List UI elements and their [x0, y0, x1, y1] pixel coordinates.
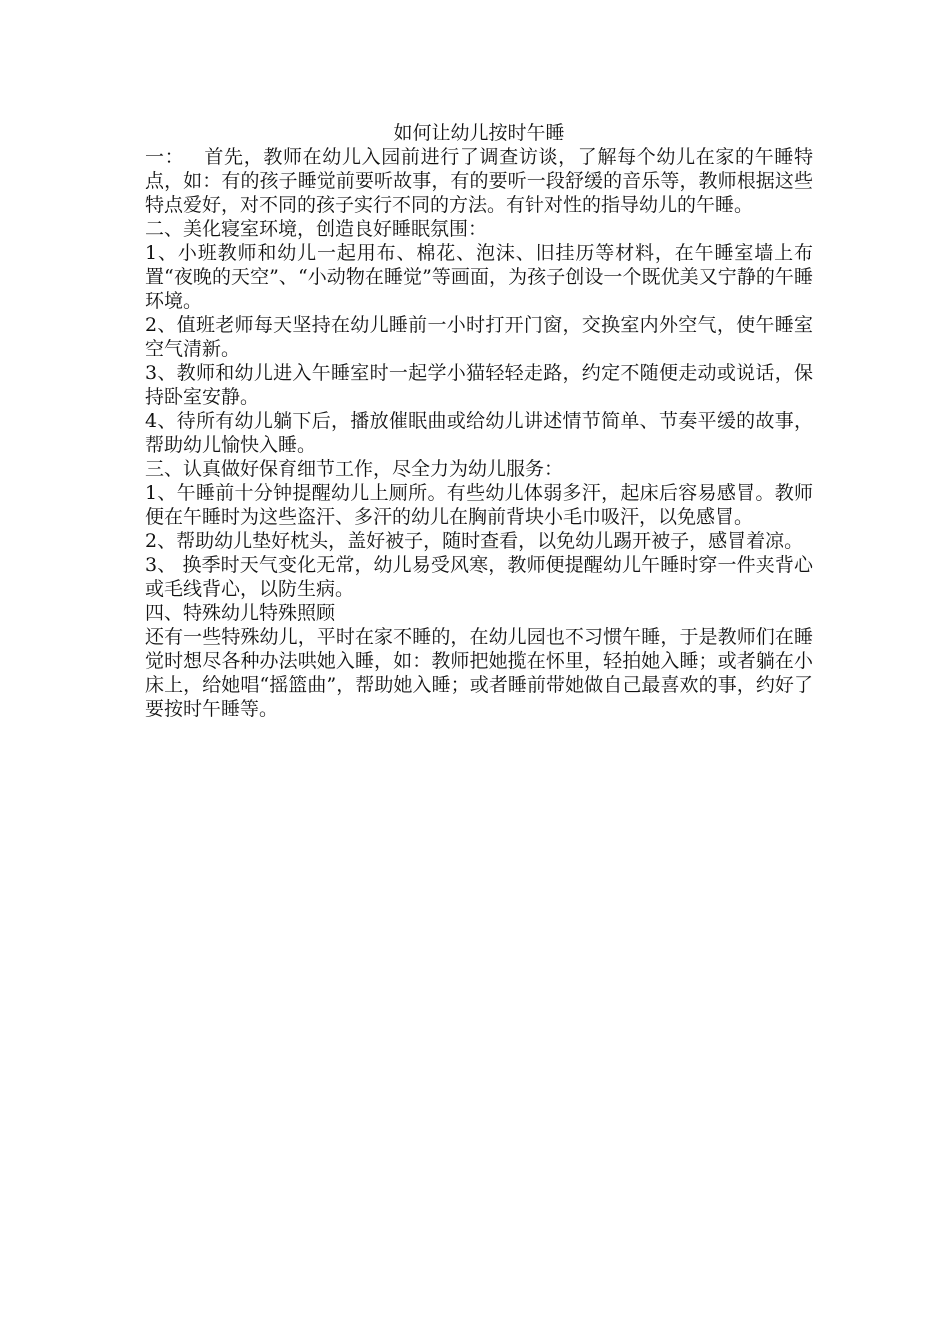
paragraph-item: 1、小班教师和幼儿一起用布、棉花、泡沫、旧挂历等材料，在午睡室墙上布置“夜晚的天空”、“小动物在睡觉”等画面，为孩子创设一个既优美又宁静的午睡环境。: [145, 242, 813, 312]
heading-section-four: 四、特殊幼儿特殊照顾: [145, 602, 336, 624]
document-title: 如何让幼儿按时午睡: [393, 122, 565, 144]
paragraph-item: 还有一些特殊幼儿，平时在家不睡的，在幼儿园也不习惯午睡，于是教师们在睡觉时想尽各种办法哄她入睡，如：教师把她揽在怀里，轻拍她入睡；或者躺在小床上，给她唱“摇篮曲”，帮助她入睡；或者睡前带她做自己最喜欢的事，约好了要按时午睡等。: [145, 626, 813, 720]
paragraph-item: 4、待所有幼儿躺下后，播放催眠曲或给幼儿讲述情节简单、节奏平缓的故事，帮助幼儿愉快入睡。: [145, 410, 813, 456]
heading-section-three: 三、认真做好保育细节工作，尽全力为幼儿服务：: [145, 458, 564, 480]
heading-section-two: 二、美化寝室环境，创造良好睡眠氛围：: [145, 218, 488, 240]
paragraph-item: 2、值班老师每天坚持在幼儿睡前一小时打开门窗，交换室内外空气，使午睡室空气清新。: [145, 314, 813, 360]
paragraph-item: 2、帮助幼儿垫好枕头，盖好被子，随时查看，以免幼儿踢开被子，感冒着凉。: [145, 530, 804, 552]
paragraph-section-one: 一： 首先，教师在幼儿入园前进行了调查访谈，了解每个幼儿在家的午睡特点，如：有的孩子睡觉前要听故事，有的要听一段舒缓的音乐等，教师根据这些特点爱好，对不同的孩子实行不同的方法。有针对性的指导幼儿的午睡。: [145, 146, 813, 216]
paragraph-item: 3、 换季时天气变化无常，幼儿易受风寒，教师便提醒幼儿午睡时穿一件夹背心或毛线背心，以防生病。: [145, 554, 813, 600]
paragraph-item: 1、午睡前十分钟提醒幼儿上厕所。有些幼儿体弱多汗，起床后容易感冒。教师便在午睡时为这些盗汗、多汗的幼儿在胸前背块小毛巾吸汗，以免感冒。: [145, 482, 813, 528]
document-body: [145, 121, 813, 721]
paragraph-item: 3、教师和幼儿进入午睡室时一起学小猫轻轻走路，约定不随便走动或说话，保持卧室安静。: [145, 362, 813, 408]
